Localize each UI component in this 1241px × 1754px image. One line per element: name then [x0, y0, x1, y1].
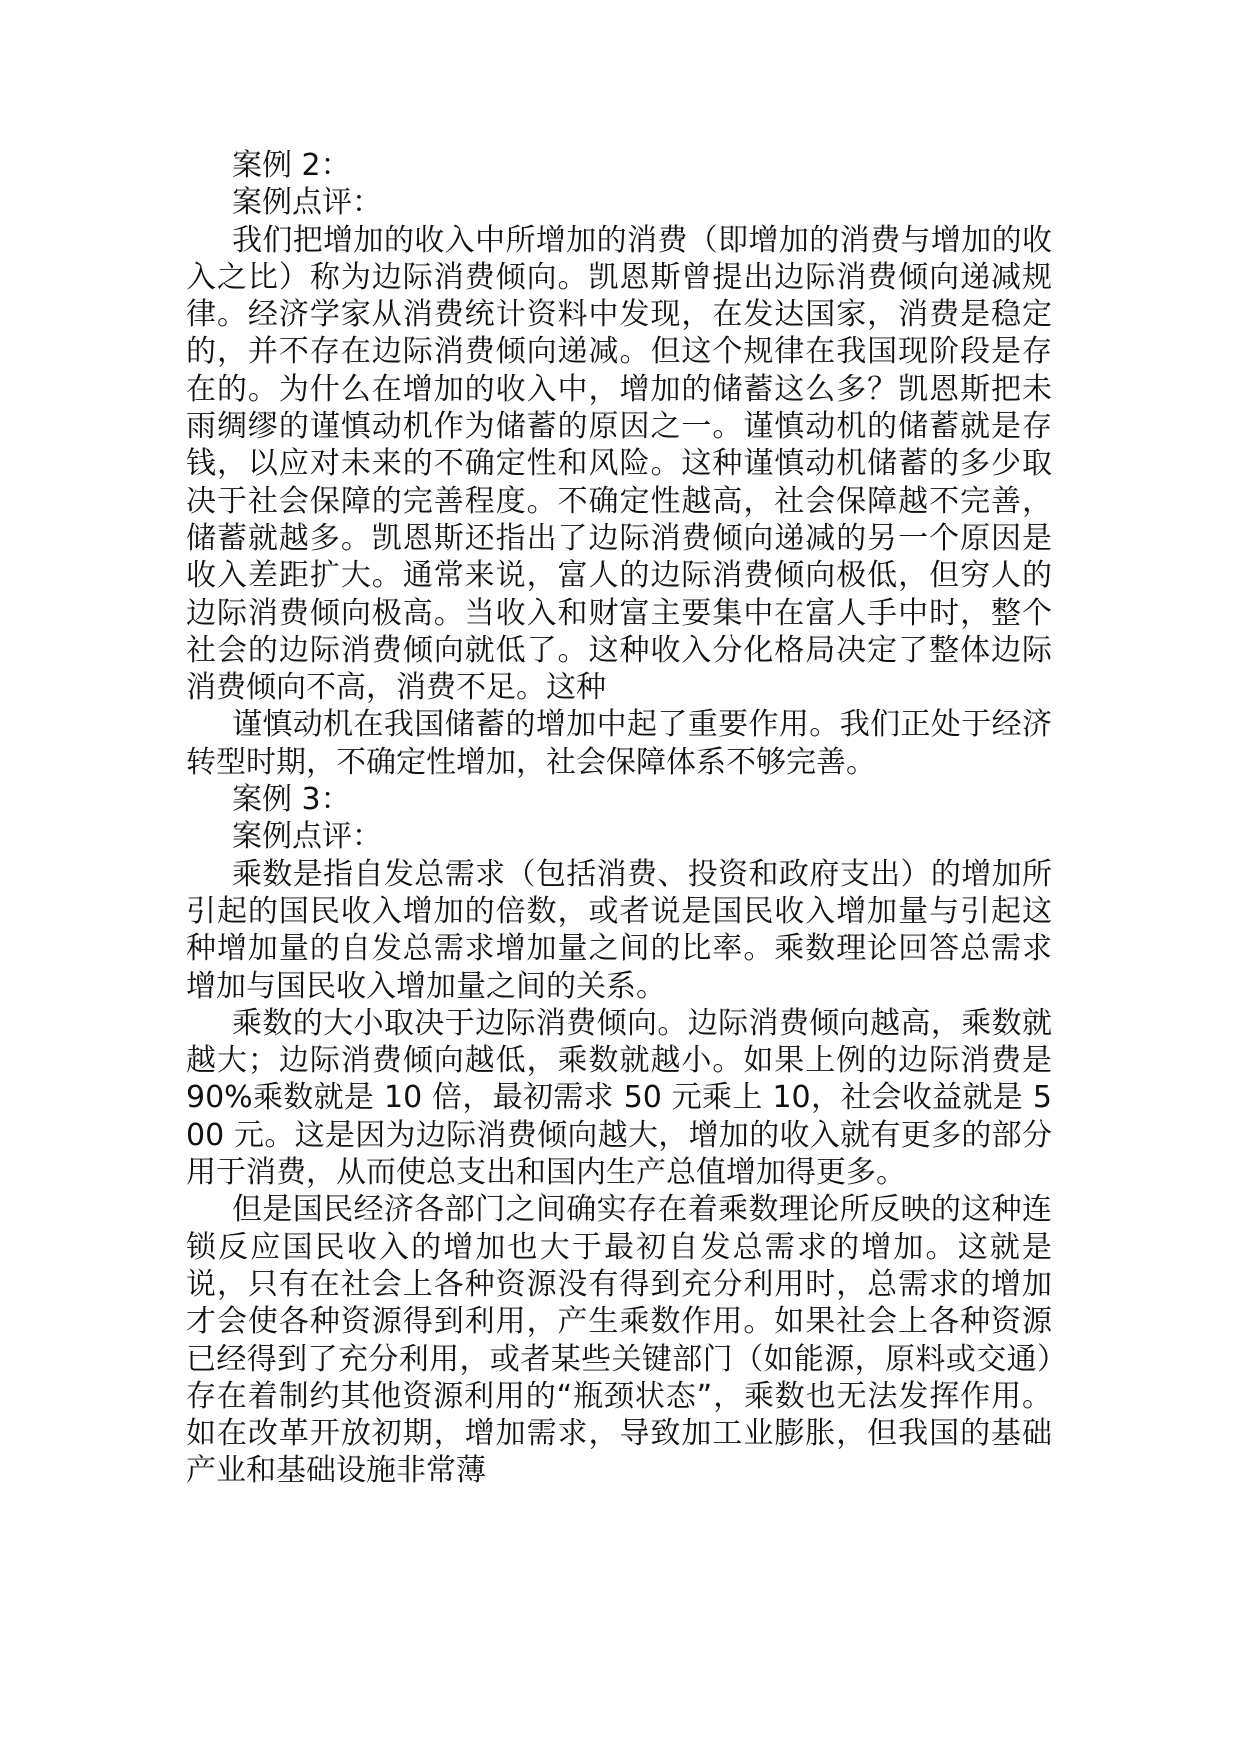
paragraph-marginal-propensity: 我们把增加的收入中所增加的消费（即增加的消费与增加的收入之比）称为边际消费倾向。凯恩斯曾提出边际消费倾向递减规律。经济学家从消费统计资料中发现，在发达国家，消费是稳定的，并不存在边际消费倾向递减。但这个规律在我国现阶段是存在的。为什么在增加的收入中，增加的储蓄这么多？凯恩斯把未雨绸缪的谨慎动机作为储蓄的原因之一。谨慎动机的储蓄就是存钱，以应对未来的不确定性和风险。这种谨慎动机储蓄的多少取决于社会保障的完善程度。不确定性越高，社会保障越不完善，储蓄就越多。凯恩斯还指出了边际消费倾向递减的另一个原因是收入差距扩大。通常来说，富人的边际消费倾向极低，但穷人的边际消费倾向极高。当收入和财富主要集中在富人手中时，整个社会的边际消费倾向就低了。这种收入分化格局决定了整体边际消费倾向不高，消费不足。这种 — [186, 222, 1052, 706]
paragraph-multiplier-size: 乘数的大小取决于边际消费倾向。边际消费倾向越高，乘数就越大；边际消费倾向越低，乘数就越小。如果上例的边际消费是 90%乘数就是 10 倍，最初需求 50 元乘上 10，社会收益就是 500 元。这是因为边际消费倾向越大，增加的收入就有更多的部分用于消费，从而使总支出和国内生产总值增加得更多。 — [186, 1005, 1052, 1191]
case-3-review-heading: 案例点评： — [232, 819, 382, 855]
paragraph-precautionary-motive: 谨慎动机在我国储蓄的增加中起了重要作用。我们正处于经济转型时期，不确定性增加，社会保障体系不够完善。 — [186, 707, 1052, 780]
document-body — [186, 147, 1052, 1490]
paragraph-multiplier-definition: 乘数是指自发总需求（包括消费、投资和政府支出）的增加所引起的国民收入增加的倍数，或者说是国民收入增加量与引起这种增加量的自发总需求增加量之间的比率。乘数理论回答总需求增加与国民收入增加量之间的关系。 — [186, 856, 1052, 1004]
paragraph-multiplier-limits: 但是国民经济各部门之间确实存在着乘数理论所反映的这种连锁反应国民收入的增加也大于最初自发总需求的增加。这就是说，只有在社会上各种资源没有得到充分利用时，总需求的增加才会使各种资源得到利用，产生乘数作用。如果社会上各种资源已经得到了充分利用，或者某些关键部门（如能源，原料或交通）存在着制约其他资源利用的“瓶颈状态”，乘数也无法发挥作用。如在改革开放初期，增加需求，导致加工业膨胀，但我国的基础产业和基础设施非常薄 — [186, 1192, 1052, 1489]
case-2-heading: 案例 2： — [232, 148, 351, 183]
case-2-review-heading: 案例点评： — [232, 185, 382, 221]
case-3-heading: 案例 3： — [232, 782, 351, 818]
